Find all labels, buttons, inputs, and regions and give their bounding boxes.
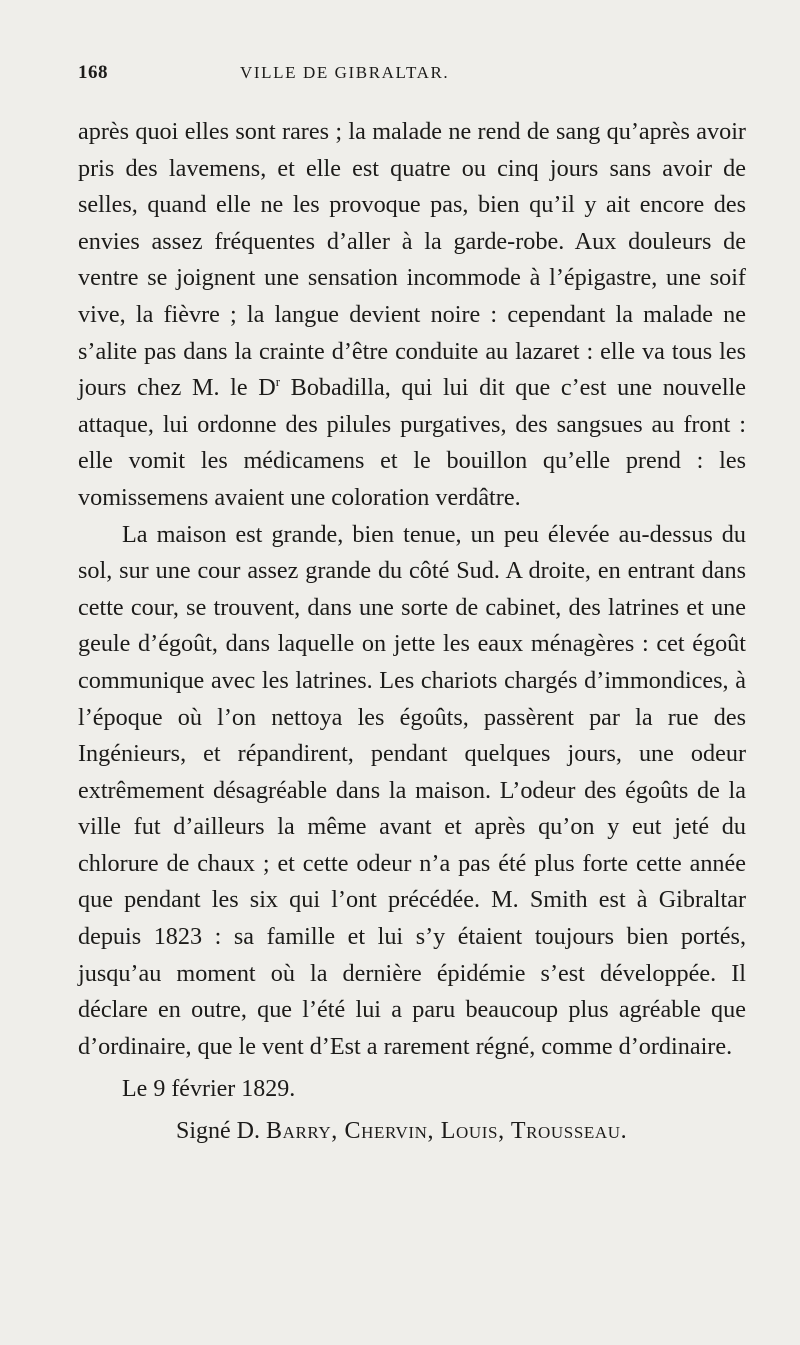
page-number: 168 [78, 62, 108, 83]
document-page [78, 62, 746, 1149]
paragraph-1-text-b: Bobadilla, qui lui dit que c’est une nouvelle attaque, lui ordonne des pilules purgatives, des sangsues au front : elle vomit les médicamens et le bouillon qu’elle prend : les vomissemens avaient une coloration verdâtre. [78, 374, 746, 511]
signature-line [78, 1113, 746, 1149]
signed-label: Signé D. [176, 1118, 260, 1145]
signatories: Barry, Chervin, Louis, Trousseau. [266, 1118, 628, 1145]
paragraph-2: La maison est grande, bien tenue, un peu élevée au-dessus du sol, sur une cour assez grande du côté Sud. A droite, en entrant dans cette cour, se trouvent, dans une sorte de cabinet, des latrines et une geule d’égoût, dans laquelle on jette les eaux ménagères : cet égoût communique avec les latrines. Les chariots chargés d’immondices, à l’époque où l’on nettoya les égoûts, passèrent par la rue des Ingénieurs, et répandirent, pendant quelques jours, une odeur extrêmement désagréable dans la maison. L’odeur des égoûts de la ville fut d’ailleurs la même avant et après qu’on y eut jeté du chlorure de chaux ; et cette odeur n’a pas été plus forte cette année que pendant les six qui l’ont précédée. M. Smith est à Gibraltar depuis 1823 : sa famille et lui s’y étaient toujours bien portés, jusqu’au moment où la dernière épidémie s’est développée. Il déclare en outre, que l’été lui a paru beaucoup plus agréable que d’ordinaire, que le vent d’Est a rarement régné, comme d’ordinaire. [78, 520, 746, 1060]
body-text [78, 114, 746, 1065]
paragraph-1 [78, 114, 746, 517]
doctor-superscript: r [275, 374, 281, 390]
paragraph-1-text-a: après quoi elles sont rares ; la malade ne rend de sang qu’après avoir pris des lavemens, et elle est quatre ou cinq jours sans avoir de selles, quand elle ne les provoque pas, bien qu’il y ait encore des envies assez fréquentes d’aller à la garde-robe. Aux douleurs de ventre se joignent une sensation incommode à l’épigastre, une soif vive, la fièvre ; la langue devient noire : cependant la malade ne s’alite pas dans la crainte d’être conduite au lazaret : elle va tous les jours chez M. le D [78, 118, 746, 402]
running-title: VILLE DE GIBRALTAR. [240, 63, 450, 82]
date-line: Le 9 février 1829. [122, 1076, 296, 1103]
running-head [78, 62, 746, 100]
